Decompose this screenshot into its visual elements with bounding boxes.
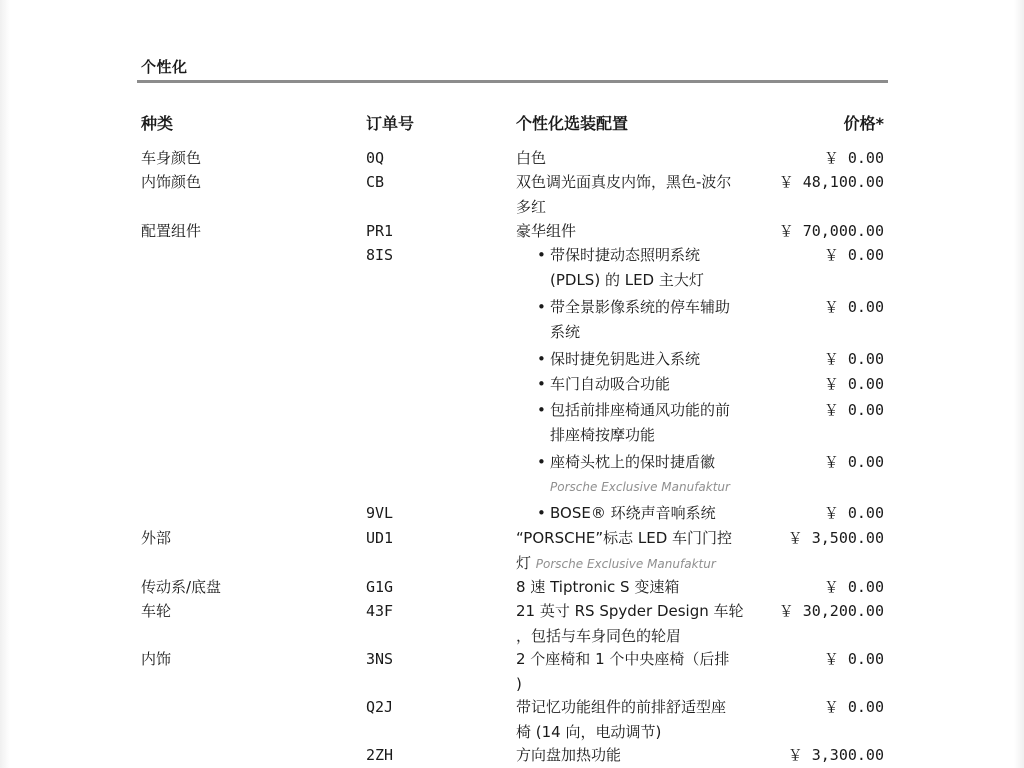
row-price: ￥ 0.00 bbox=[823, 578, 884, 596]
row-order-code: G1G bbox=[366, 578, 394, 596]
section-divider bbox=[137, 80, 888, 83]
description-line: ) bbox=[516, 675, 522, 693]
row-description bbox=[538, 295, 770, 345]
description-line: 包括前排座椅通风功能的前 bbox=[550, 401, 731, 419]
row-price: ￥ 0.00 bbox=[823, 246, 884, 264]
bullet-icon: • bbox=[537, 504, 546, 522]
row-price: ￥ 0.00 bbox=[823, 698, 884, 716]
row-description bbox=[516, 575, 772, 600]
bullet-icon: • bbox=[537, 246, 546, 264]
row-category: 传动系/底盘 bbox=[141, 578, 222, 596]
section-title: 个性化 bbox=[141, 58, 188, 76]
row-order-code: 9VL bbox=[366, 504, 394, 522]
row-price: ￥ 0.00 bbox=[823, 453, 884, 471]
row-order-code: 8IS bbox=[366, 246, 394, 264]
row-category: 内饰颜色 bbox=[141, 173, 202, 191]
description-line: 座椅头枕上的保时捷盾徽 bbox=[550, 453, 716, 471]
row-order-code: 3NS bbox=[366, 650, 394, 668]
description-line: 2 个座椅和 1 个中央座椅（后排 bbox=[516, 650, 730, 668]
description-line: ，包括与车身同色的轮眉 bbox=[516, 627, 682, 645]
bullet-icon: • bbox=[537, 298, 546, 316]
description-line: 系统 bbox=[550, 323, 581, 341]
description-line: 豪华组件 bbox=[516, 222, 577, 240]
row-order-code: Q2J bbox=[366, 698, 394, 716]
description-line: 带全景影像系统的停车辅助 bbox=[550, 298, 731, 316]
description-line: 带保时捷动态照明系统 bbox=[550, 246, 701, 264]
row-description bbox=[538, 372, 770, 397]
row-price: ￥ 30,200.00 bbox=[778, 602, 884, 620]
row-order-code: 43F bbox=[366, 602, 394, 620]
description-line: 21 英寸 RS Spyder Design 车轮 bbox=[516, 602, 744, 620]
row-order-code: 2ZH bbox=[366, 746, 394, 764]
header-price: 价格* bbox=[843, 114, 884, 133]
row-order-code: UD1 bbox=[366, 529, 394, 547]
row-description bbox=[538, 501, 770, 526]
row-order-code: PR1 bbox=[366, 222, 394, 240]
row-price: ￥ 3,300.00 bbox=[787, 746, 884, 764]
row-description bbox=[516, 695, 772, 745]
bullet-icon: • bbox=[537, 453, 546, 471]
row-price: ￥ 0.00 bbox=[823, 401, 884, 419]
row-price: ￥ 0.00 bbox=[823, 298, 884, 316]
page-edge-right bbox=[1014, 0, 1024, 768]
row-category: 内饰 bbox=[141, 650, 172, 668]
row-price: ￥ 0.00 bbox=[823, 650, 884, 668]
row-price: ￥ 0.00 bbox=[823, 375, 884, 393]
row-description bbox=[516, 219, 772, 244]
description-line: 白色 bbox=[516, 149, 547, 167]
bullet-icon: • bbox=[537, 375, 546, 393]
description-line: 多红 bbox=[516, 198, 547, 216]
row-category: 外部 bbox=[141, 529, 172, 547]
description-line: 灯 bbox=[516, 554, 532, 572]
row-description bbox=[516, 146, 772, 171]
row-price: ￥ 0.00 bbox=[823, 504, 884, 522]
description-line: “PORSCHE”标志 LED 车门门控 bbox=[516, 529, 733, 547]
description-line: 椅 (14 向，电动调节) bbox=[516, 723, 662, 741]
row-description bbox=[516, 170, 772, 220]
manufaktur-note: Porsche Exclusive Manufaktur bbox=[550, 480, 730, 494]
row-order-code: CB bbox=[366, 173, 385, 191]
description-line: 保时捷免钥匙进入系统 bbox=[550, 350, 701, 368]
description-line: BOSE® 环绕声音响系统 bbox=[550, 504, 716, 522]
manufaktur-note: Porsche Exclusive Manufaktur bbox=[535, 557, 716, 571]
description-line: 排座椅按摩功能 bbox=[550, 426, 656, 444]
bullet-icon: • bbox=[537, 401, 546, 419]
row-price: ￥ 0.00 bbox=[823, 149, 884, 167]
row-category: 配置组件 bbox=[141, 222, 202, 240]
header-description: 个性化选装配置 bbox=[516, 114, 629, 133]
page-edge-left bbox=[0, 0, 10, 768]
row-description bbox=[516, 743, 772, 768]
row-description bbox=[538, 398, 770, 448]
row-description bbox=[516, 647, 772, 697]
row-price: ￥ 70,000.00 bbox=[778, 222, 884, 240]
row-description bbox=[538, 243, 770, 293]
row-price: ￥ 48,100.00 bbox=[778, 173, 884, 191]
description-line: 双色调光面真皮内饰，黑色-波尔 bbox=[516, 173, 732, 191]
row-order-code: 0Q bbox=[366, 149, 385, 167]
description-line: 8 速 Tiptronic S 变速箱 bbox=[516, 578, 680, 596]
row-category: 车轮 bbox=[141, 602, 172, 620]
description-line: 带记忆功能组件的前排舒适型座 bbox=[516, 698, 727, 716]
row-description bbox=[538, 347, 770, 372]
description-line: (PDLS) 的 LED 主大灯 bbox=[550, 271, 704, 289]
header-order-code: 订单号 bbox=[366, 114, 415, 133]
row-description bbox=[538, 450, 770, 500]
row-description bbox=[516, 526, 772, 577]
header-category: 种类 bbox=[141, 114, 174, 133]
row-description bbox=[516, 599, 772, 649]
description-line-with-note bbox=[516, 551, 772, 577]
description-line: 车门自动吸合功能 bbox=[550, 375, 671, 393]
row-price: ￥ 0.00 bbox=[823, 350, 884, 368]
description-line: 方向盘加热功能 bbox=[516, 746, 622, 764]
row-price: ￥ 3,500.00 bbox=[787, 529, 884, 547]
row-category: 车身颜色 bbox=[141, 149, 202, 167]
bullet-icon: • bbox=[537, 350, 546, 368]
